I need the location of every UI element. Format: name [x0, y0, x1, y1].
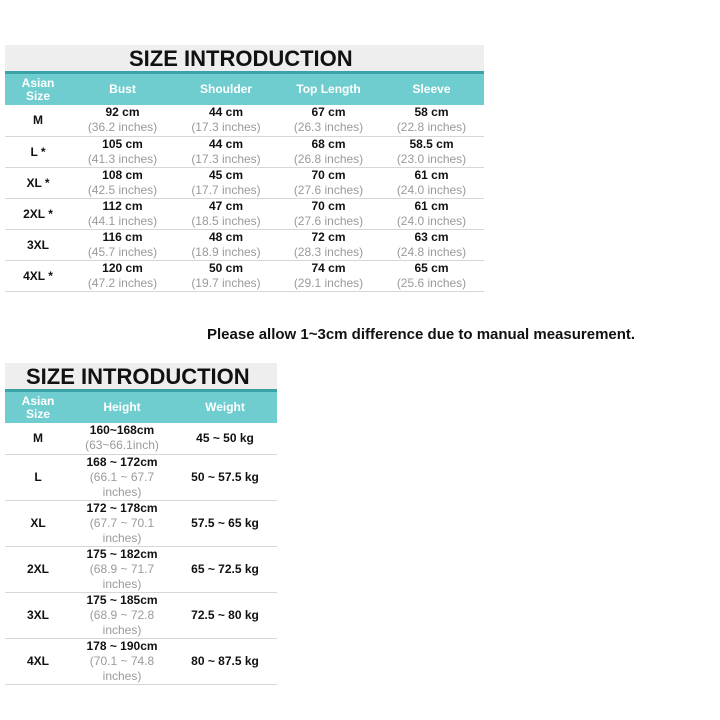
measurement-inches: (28.3 inches)	[293, 244, 364, 259]
measurement-inches: (18.5 inches)	[191, 213, 261, 228]
size-table-2-header-row	[5, 392, 277, 423]
table-row	[5, 229, 484, 260]
measurement-inches: (44.1 inches)	[87, 213, 158, 228]
height-inches: (67.7 ~ 70.1	[89, 515, 155, 530]
height-inches: inches)	[102, 668, 142, 683]
measurement-cell	[174, 229, 278, 260]
measurement-cell	[71, 260, 174, 291]
measurement-inches: (24.0 inches)	[396, 182, 467, 197]
size-label: L *	[5, 136, 71, 167]
measurement-cm: 112 cm	[102, 198, 143, 213]
measurement-cm: 47 cm	[208, 198, 244, 213]
measurement-cell	[278, 167, 379, 198]
size-table-1-title	[5, 45, 484, 71]
size-table-1-grid	[5, 74, 484, 292]
height-cell	[71, 592, 173, 638]
measurement-cell	[174, 136, 278, 167]
size-label: 2XL *	[5, 198, 71, 229]
size-label: L	[5, 454, 71, 500]
size-table-2-title-text: SIZE INTRODUCTION	[26, 364, 250, 389]
measurement-inches: (17.3 inches)	[191, 120, 261, 135]
measurement-cm: 74 cm	[311, 260, 346, 275]
height-inches: (68.9 ~ 72.8	[89, 607, 155, 622]
measurement-inches: (26.8 inches)	[293, 151, 364, 166]
height-cm: 168 ~ 172cm	[86, 454, 158, 469]
table-row	[5, 638, 277, 684]
weight-kg: 65 ~ 72.5 kg	[191, 561, 259, 576]
table-row	[5, 260, 484, 291]
height-inches: inches)	[102, 530, 142, 545]
table-row	[5, 546, 277, 592]
measurement-cm: 68 cm	[311, 136, 346, 151]
measurement-cell	[379, 260, 484, 291]
measurement-cm: 48 cm	[208, 229, 244, 244]
measurement-cm: 61 cm	[414, 167, 449, 182]
measurement-cm: 45 cm	[208, 167, 244, 182]
size-label: 2XL	[5, 546, 71, 592]
measurement-cell	[174, 198, 278, 229]
measurement-inches: (18.9 inches)	[191, 244, 261, 259]
height-inches: inches)	[102, 484, 142, 499]
height-cell	[71, 500, 173, 546]
weight-kg: 57.5 ~ 65 kg	[191, 515, 259, 530]
measurement-cm: 58 cm	[414, 105, 449, 120]
measurement-inches: (17.3 inches)	[191, 151, 261, 166]
table-row	[5, 136, 484, 167]
measurement-cell	[71, 105, 174, 136]
measurement-inches: (47.2 inches)	[87, 275, 158, 290]
height-cell	[71, 546, 173, 592]
measurement-cm: 105 cm	[102, 136, 143, 151]
measurement-cell	[379, 198, 484, 229]
header-shoulder: Shoulder	[174, 74, 278, 105]
size-label: 3XL	[5, 592, 71, 638]
table-row	[5, 423, 277, 454]
header-sleeve: Sleeve	[379, 74, 484, 105]
measurement-cm: 63 cm	[414, 229, 449, 244]
header-bust: Bust	[71, 74, 174, 105]
measurement-cm: 44 cm	[208, 136, 244, 151]
header-height: Height	[71, 392, 173, 423]
height-inches: inches)	[102, 622, 142, 637]
measurement-inches: (19.7 inches)	[191, 275, 261, 290]
header-asian-size-line2: Size	[25, 88, 50, 103]
measurement-cm: 65 cm	[414, 260, 449, 275]
measurement-inches: (25.6 inches)	[396, 275, 467, 290]
height-inches: (68.9 ~ 71.7	[89, 561, 155, 576]
measurement-inches: (17.7 inches)	[191, 182, 261, 197]
header-weight: Weight	[173, 392, 277, 423]
height-cm: 175 ~ 182cm	[86, 546, 158, 561]
size-label: M	[5, 105, 71, 136]
height-cell	[71, 454, 173, 500]
measurement-cell	[278, 229, 379, 260]
size-table-2	[5, 363, 277, 685]
measurement-inches: (41.3 inches)	[87, 151, 158, 166]
table-row	[5, 167, 484, 198]
header-asian-size	[5, 74, 71, 105]
height-inches: (70.1 ~ 74.8	[89, 653, 155, 668]
measurement-cell	[71, 229, 174, 260]
table-row	[5, 454, 277, 500]
table-row	[5, 198, 484, 229]
size-label: M	[5, 423, 71, 454]
measurement-cell	[174, 167, 278, 198]
size-table-1	[5, 45, 484, 292]
header-asian-size-line1: Asian	[21, 75, 55, 90]
size-label: 4XL *	[5, 260, 71, 291]
height-inches: (66.1 ~ 67.7	[89, 469, 155, 484]
measurement-cm: 70 cm	[311, 167, 346, 182]
measurement-inches: (24.0 inches)	[396, 213, 467, 228]
weight-cell	[173, 638, 277, 684]
measurement-cm: 44 cm	[208, 105, 244, 120]
size-table-2-title	[5, 363, 277, 389]
weight-cell	[173, 546, 277, 592]
measurement-inches: (22.8 inches)	[396, 120, 467, 135]
measurement-inches: (42.5 inches)	[87, 182, 158, 197]
measurement-cm: 116 cm	[102, 229, 143, 244]
measurement-inches: (24.8 inches)	[396, 244, 467, 259]
height-cm: 160~168cm	[89, 423, 155, 438]
size-label: 4XL	[5, 638, 71, 684]
measurement-cell	[278, 136, 379, 167]
measurement-inches: (45.7 inches)	[87, 244, 158, 259]
measurement-cm: 92 cm	[105, 105, 140, 120]
measurement-cell	[71, 167, 174, 198]
weight-kg: 72.5 ~ 80 kg	[191, 607, 259, 622]
measurement-cm: 50 cm	[208, 260, 244, 275]
weight-cell	[173, 423, 277, 454]
measurement-cm: 120 cm	[102, 260, 143, 275]
measurement-cell	[71, 136, 174, 167]
measurement-inches: (29.1 inches)	[293, 275, 364, 290]
table-row	[5, 105, 484, 136]
measurement-cell	[174, 105, 278, 136]
size-table-1-header-row	[5, 74, 484, 105]
table-row	[5, 500, 277, 546]
weight-kg: 45 ~ 50 kg	[196, 430, 254, 445]
measurement-cell	[379, 167, 484, 198]
header-asian-size-2-line1: Asian	[21, 393, 55, 408]
measurement-cm: 70 cm	[311, 198, 346, 213]
size-label: 3XL	[5, 229, 71, 260]
measurement-cell	[174, 260, 278, 291]
table-row	[5, 592, 277, 638]
header-asian-size-2	[5, 392, 71, 423]
measurement-cell	[278, 105, 379, 136]
height-cm: 175 ~ 185cm	[86, 592, 158, 607]
weight-kg: 50 ~ 57.5 kg	[191, 469, 259, 484]
weight-cell	[173, 454, 277, 500]
height-cell	[71, 638, 173, 684]
measurement-cm: 58.5 cm	[409, 136, 454, 151]
size-table-2-grid	[5, 392, 277, 685]
measurement-cm: 72 cm	[311, 229, 346, 244]
weight-cell	[173, 500, 277, 546]
header-asian-size-2-line2: Size	[25, 406, 50, 421]
measurement-cm: 67 cm	[311, 105, 346, 120]
measurement-inches: (26.3 inches)	[293, 120, 364, 135]
measurement-cell	[278, 260, 379, 291]
measurement-cell	[379, 105, 484, 136]
weight-cell	[173, 592, 277, 638]
height-cm: 178 ~ 190cm	[86, 638, 158, 653]
measurement-cm: 108 cm	[102, 167, 143, 182]
measurement-cm: 61 cm	[414, 198, 449, 213]
measurement-inches: (27.6 inches)	[293, 182, 364, 197]
header-top-length: Top Length	[278, 74, 379, 105]
measurement-cell	[379, 136, 484, 167]
measurement-cell	[71, 198, 174, 229]
size-label: XL *	[5, 167, 71, 198]
weight-kg: 80 ~ 87.5 kg	[191, 653, 259, 668]
height-inches: (63~66.1inch)	[85, 438, 159, 453]
height-cell	[71, 423, 173, 454]
measurement-inches: (27.6 inches)	[293, 213, 364, 228]
measurement-cell	[278, 198, 379, 229]
height-cm: 172 ~ 178cm	[86, 500, 158, 515]
measurement-inches: (36.2 inches)	[87, 120, 158, 135]
size-table-1-title-text: SIZE INTRODUCTION	[129, 46, 353, 71]
height-inches: inches)	[102, 576, 142, 591]
measurement-cell	[379, 229, 484, 260]
measurement-note: Please allow 1~3cm difference due to manual measurement.	[207, 326, 636, 343]
measurement-inches: (23.0 inches)	[396, 151, 467, 166]
size-label: XL	[5, 500, 71, 546]
